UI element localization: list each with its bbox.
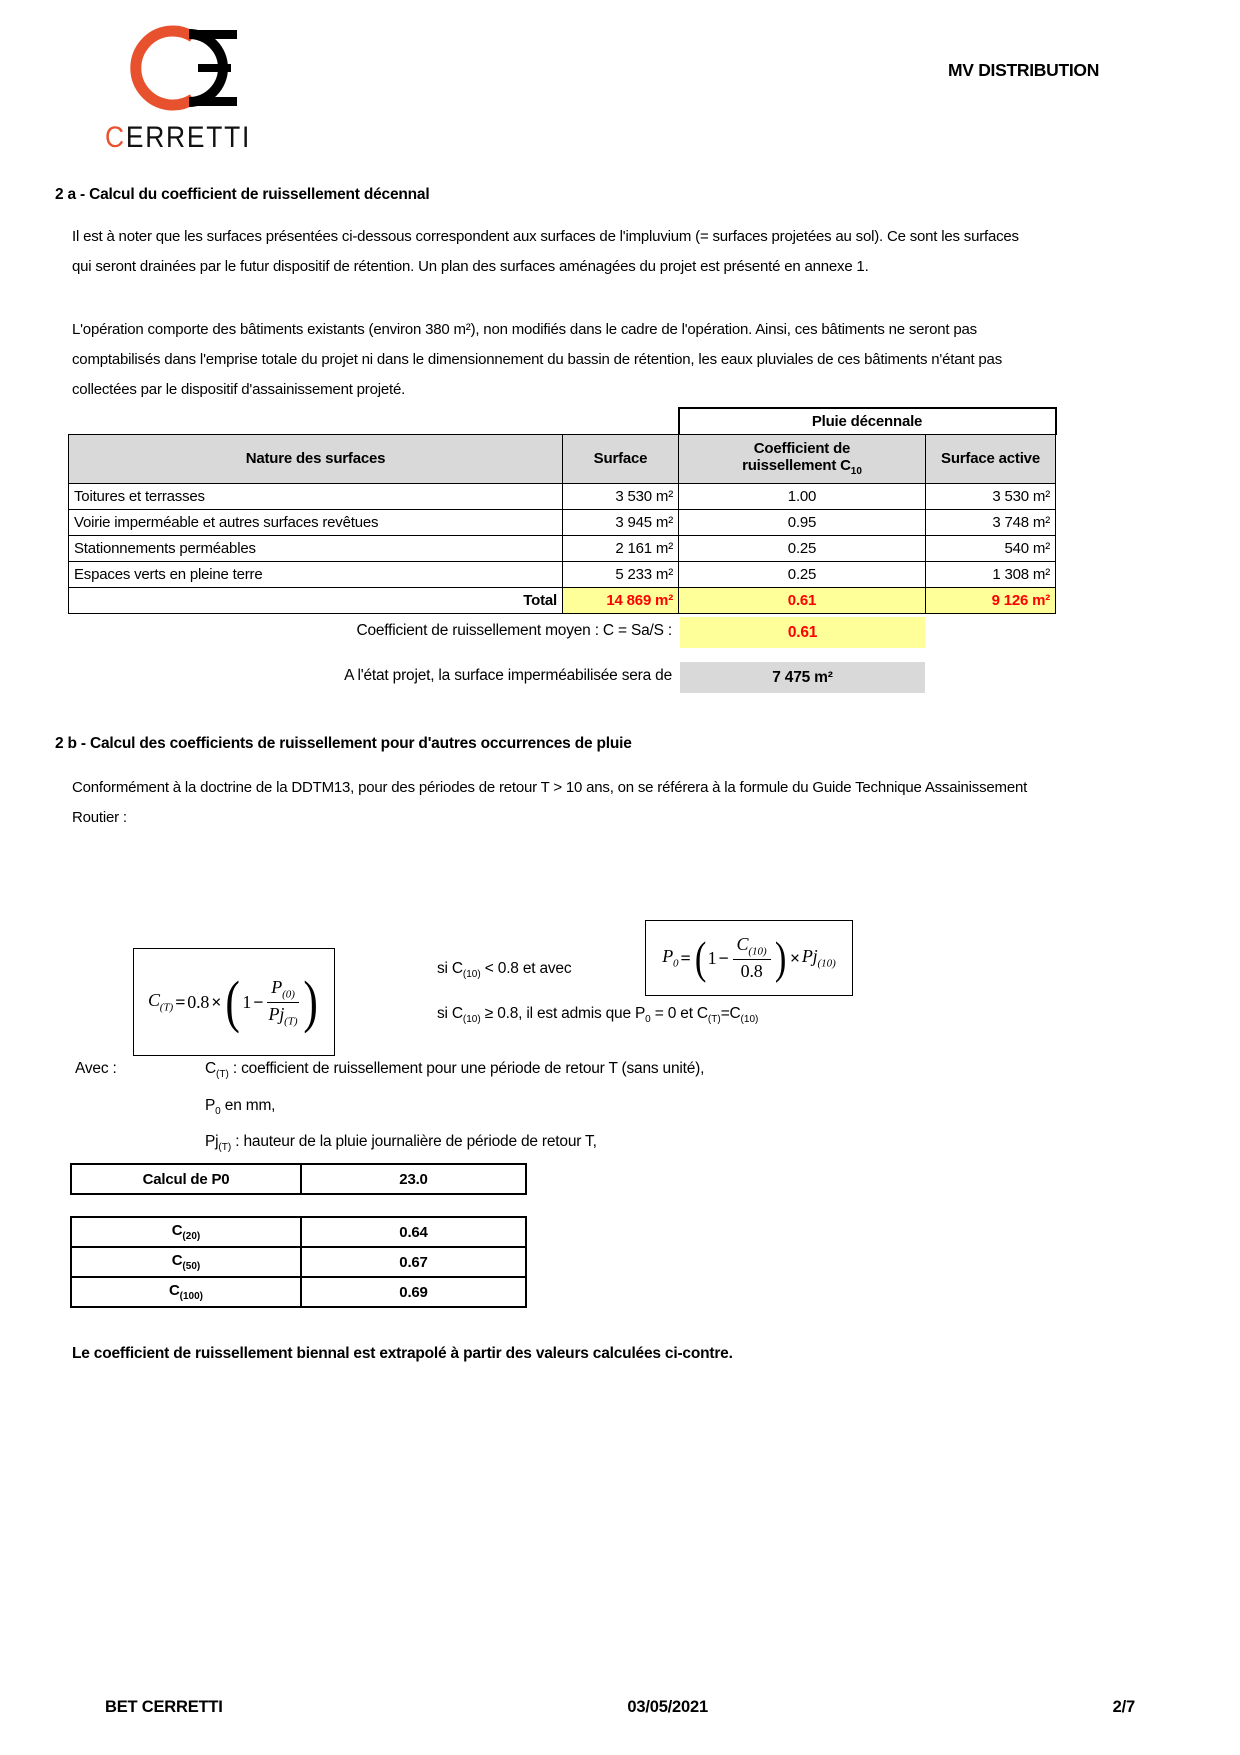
total-label: Total bbox=[69, 587, 563, 613]
formula-p0-box bbox=[645, 920, 853, 996]
row-c10: 0.95 bbox=[679, 509, 926, 535]
col-header-coefficient bbox=[679, 434, 926, 483]
formula-ct-minus: − bbox=[253, 991, 264, 1012]
row-c10: 1.00 bbox=[679, 483, 926, 509]
formula-p0-minus: − bbox=[718, 947, 729, 968]
mean-coefficient-label: Coefficient de ruissellement moyen : C = Sa/S : bbox=[356, 622, 672, 639]
total-surface: 14 869 m² bbox=[563, 587, 679, 613]
table-row bbox=[69, 535, 1056, 561]
row-name: Espaces verts en pleine terre bbox=[69, 561, 563, 587]
fraction-numerator: $C_{(10)}$ bbox=[733, 934, 771, 960]
fraction-denominator: 0.8 bbox=[740, 960, 763, 981]
avec-label: Avec : bbox=[75, 1060, 117, 1077]
impermeable-surface-label: A l'état projet, la surface imperméabilisée sera de bbox=[344, 667, 672, 684]
brand-wordmark bbox=[105, 121, 255, 155]
footer-page-number: 2/7 bbox=[1112, 1698, 1135, 1716]
section-2a-paragraph-1: Il est à noter que les surfaces présentées ci-dessous correspondent aux surfaces de l'impluvium (= surfaces projetées au sol). Ce sont les surfaces qui seront drainées par le futur dispositif de rétention. Un plan des surfaces aménagées du projet est présenté en annexe 1. bbox=[72, 228, 1019, 275]
cerretti-logo bbox=[105, 22, 275, 155]
c-coefficients-table bbox=[70, 1216, 527, 1308]
surface-table-header-row bbox=[69, 434, 1056, 483]
surface-table bbox=[68, 407, 1057, 614]
coeff-header-line2: ruissellement C bbox=[742, 457, 851, 474]
open-paren: ( bbox=[225, 969, 240, 1035]
p0-value: 23.0 bbox=[301, 1164, 526, 1194]
row-c10: 0.25 bbox=[679, 535, 926, 561]
page-footer bbox=[105, 1698, 1135, 1717]
row-c10: 0.25 bbox=[679, 561, 926, 587]
fraction-numerator: $P_{(0)}$ bbox=[267, 977, 299, 1003]
col-header-surface-active: Surface active bbox=[926, 434, 1056, 483]
footer-date: 03/05/2021 bbox=[627, 1698, 708, 1716]
row-name: Toitures et terrasses bbox=[69, 483, 563, 509]
table-row bbox=[71, 1277, 526, 1307]
formula-ct-box bbox=[133, 948, 335, 1056]
c20-label: $C_{(20)}$ bbox=[71, 1217, 301, 1247]
c100-value: 0.69 bbox=[301, 1277, 526, 1307]
total-active: 9 126 m² bbox=[926, 587, 1056, 613]
table-row bbox=[71, 1217, 526, 1247]
header-company-name: MV DISTRIBUTION bbox=[948, 60, 1100, 80]
col-header-nature: Nature des surfaces bbox=[69, 434, 563, 483]
row-active: 3 748 m² bbox=[926, 509, 1056, 535]
p0-table-row bbox=[71, 1164, 526, 1194]
formula-ct-times: × bbox=[211, 991, 222, 1012]
fraction-denominator: $Pj_{(T)}$ bbox=[268, 1003, 298, 1028]
surface-table-span-row bbox=[69, 408, 1056, 434]
condition-2: si $C_{(10)} \ge 0.8$, il est admis que $P_0 = 0$ et $C_{(T)}=C_{(10)}$ bbox=[437, 1005, 759, 1026]
formula-ct-fraction bbox=[267, 977, 299, 1027]
section-2b-heading: 2 b - Calcul des coefficients de ruissellement pour d'autres occurrences de pluie bbox=[55, 735, 632, 752]
table-row bbox=[69, 561, 1056, 587]
section-2a-heading: 2 a - Calcul du coefficient de ruissellement décennal bbox=[55, 186, 430, 203]
c50-value: 0.67 bbox=[301, 1247, 526, 1277]
formula-p0-one: 1 bbox=[707, 947, 717, 968]
open-paren: ( bbox=[694, 932, 706, 984]
total-c10: 0.61 bbox=[679, 587, 926, 613]
p0-table bbox=[70, 1163, 527, 1195]
row-active: 1 308 m² bbox=[926, 561, 1056, 587]
row-active: 540 m² bbox=[926, 535, 1056, 561]
formula-p0-fraction bbox=[733, 934, 771, 982]
close-paren: ) bbox=[774, 932, 786, 984]
formula-p0-equals: = bbox=[680, 947, 691, 968]
formula-p0-rhs: $Pj_{(10)}$ bbox=[801, 946, 836, 970]
definition-p0: $P_0$ en mm, bbox=[205, 1097, 276, 1118]
row-name: Stationnements perméables bbox=[69, 535, 563, 561]
span-header-pluie-decennale: Pluie décennale bbox=[679, 408, 1056, 434]
close-paren: ) bbox=[303, 969, 318, 1035]
mean-coefficient-value: 0.61 bbox=[680, 617, 925, 648]
c100-label: $C_{(100)}$ bbox=[71, 1277, 301, 1307]
row-surface: 2 161 m² bbox=[563, 535, 679, 561]
formula-ct-one: 1 bbox=[242, 991, 252, 1012]
table-row bbox=[69, 483, 1056, 509]
coeff-header-line1: Coefficient de bbox=[753, 440, 851, 457]
formula-p0-lhs: $P_0$ bbox=[662, 946, 679, 970]
section-2a-paragraph-2: L'opération comporte des bâtiments existants (environ 380 m²), non modifiés dans le cadre de l'opération. Ainsi, ces bâtiments ne seront pas comptabilisés dans l'emprise totale du projet ni dans le dimensionnement du bassin de rétention, les eaux pluviales de ces bâtiments n'étant pas collectées par le dispositif d'assainissement projeté. bbox=[72, 321, 1002, 398]
row-name: Voirie imperméable et autres surfaces revêtues bbox=[69, 509, 563, 535]
row-surface: 3 945 m² bbox=[563, 509, 679, 535]
brand-first-letter: C bbox=[105, 121, 126, 154]
cerretti-monogram-icon bbox=[105, 22, 255, 114]
c50-label: $C_{(50)}$ bbox=[71, 1247, 301, 1277]
footer-company: BET CERRETTI bbox=[105, 1698, 223, 1716]
row-active: 3 530 m² bbox=[926, 483, 1056, 509]
table-row bbox=[71, 1247, 526, 1277]
formula-p0-times: × bbox=[789, 947, 800, 968]
formula-ct-coef: 0.8 bbox=[187, 991, 210, 1012]
condition-1: si $C_{(10)} < 0.8$ et avec bbox=[437, 960, 572, 981]
table-row bbox=[69, 509, 1056, 535]
table-total-row bbox=[69, 587, 1056, 613]
formula-ct-equals: = bbox=[175, 991, 186, 1012]
biennal-note: Le coefficient de ruissellement biennal est extrapolé à partir des valeurs calculées ci-contre. bbox=[72, 1345, 733, 1362]
definition-pj: $Pj_{(T)}$ : hauteur de la pluie journalière de période de retour T, bbox=[205, 1133, 597, 1154]
p0-label: Calcul de P0 bbox=[71, 1164, 301, 1194]
coeff-header-sub: 10 bbox=[850, 466, 862, 477]
row-surface: 3 530 m² bbox=[563, 483, 679, 509]
definition-ct: $C_{(T)}$ : coefficient de ruissellement pour une période de retour T (sans unité), bbox=[205, 1060, 705, 1081]
row-surface: 5 233 m² bbox=[563, 561, 679, 587]
col-header-surface: Surface bbox=[563, 434, 679, 483]
section-2b-paragraph: Conformément à la doctrine de la DDTM13, pour des périodes de retour T > 10 ans, on se référera à la formule du Guide Technique Assainissement Routier : bbox=[72, 779, 1028, 826]
c20-value: 0.64 bbox=[301, 1217, 526, 1247]
brand-rest: ERRETTI bbox=[125, 121, 252, 154]
formula-ct-lhs: $C_{(T)}$ bbox=[147, 990, 174, 1014]
impermeable-surface-value: 7 475 m² bbox=[680, 662, 925, 693]
